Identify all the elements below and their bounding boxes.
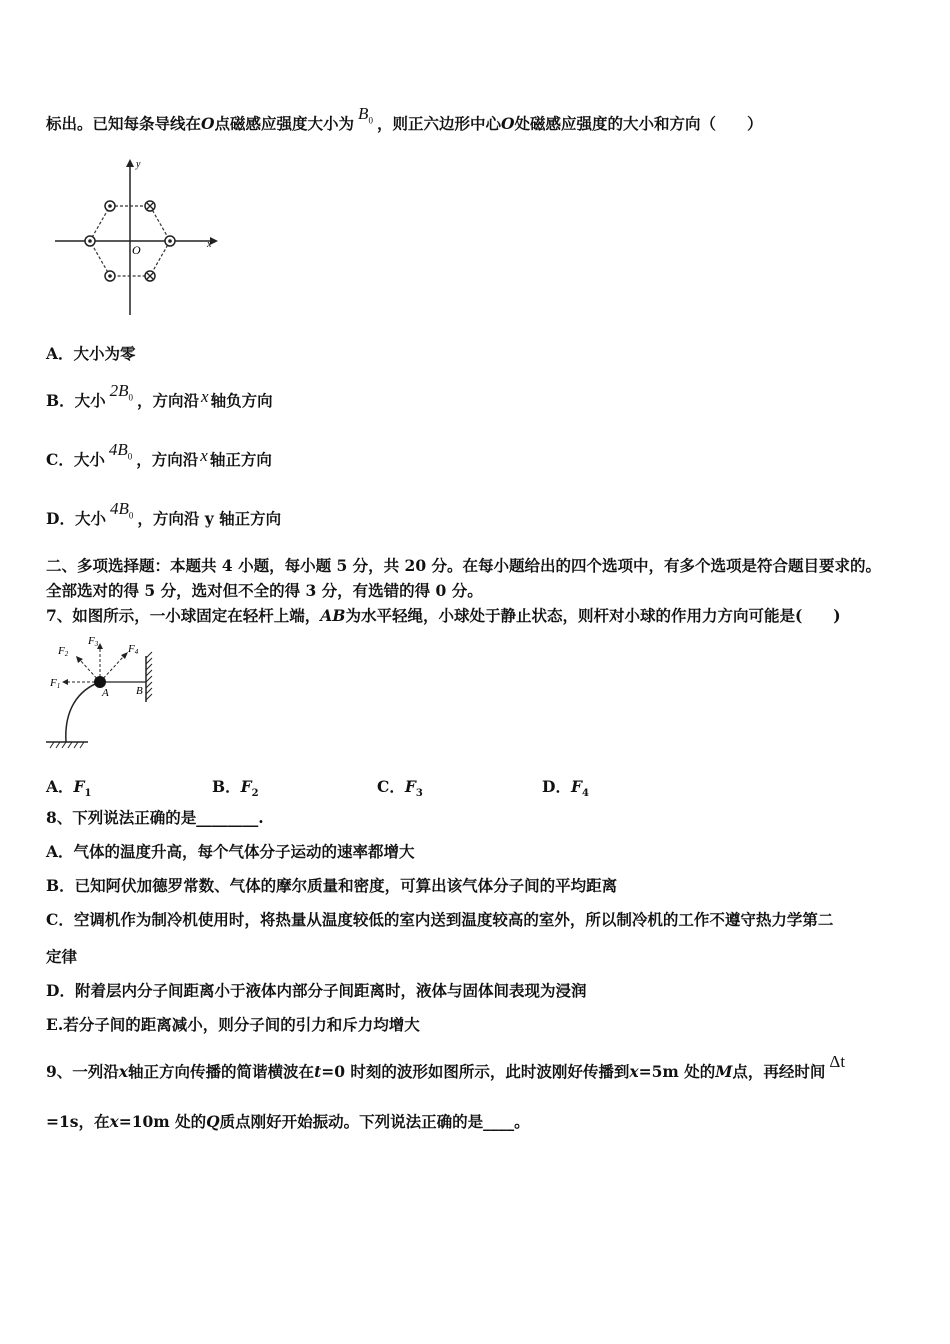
x-axis-label: x (207, 239, 212, 250)
section2-line2: 全部选对的得 5 分，选对但不全的得 3 分，有选错的得 0 分。 (46, 581, 483, 600)
origin-label: O (132, 243, 141, 257)
wire-cross (145, 201, 155, 211)
q6-option-d[interactable]: D．大小$4B_0$ ，方向沿 y 轴正方向 (46, 499, 282, 528)
b0-symbol: $B_0$ (358, 104, 373, 126)
point-a-label: A (102, 687, 109, 699)
q7-stem: 7、如图所示，一小球固定在轻杆上端，AB为水平轻绳，小球处于静止状态，则杆对小球的作用力方向可能是( ) (46, 606, 841, 625)
q7-option-d[interactable]: D．$F_4$ (542, 777, 589, 800)
f2-label: F2 (58, 645, 69, 658)
wire-dot (85, 236, 95, 246)
q8-option-c-cont[interactable]: 定律 (46, 947, 78, 966)
q7-option-c[interactable]: C．$F_3$ (377, 777, 423, 800)
q6-option-c[interactable]: C．大小$4B_0$ ，方向沿 x 轴正方向 (46, 440, 272, 469)
q7-option-a[interactable]: A．$F_1$ (46, 777, 92, 800)
hexagon-wire-figure (50, 155, 230, 320)
q8-option-b[interactable]: B．已知阿伏加德罗常数、气体的摩尔质量和密度，可算出该气体分子间的平均距离 (46, 876, 618, 895)
wire-dot (105, 201, 115, 211)
wire-dot (105, 271, 115, 281)
f1-label: F1 (50, 677, 61, 690)
q8-option-d[interactable]: D．附着层内分子间距离小于液体内部分子间距离时，液体与固体间表现为浸润 (46, 981, 587, 1000)
wire-dot (165, 236, 175, 246)
q9-stem-line2: =1s，在x=10m 处的Q质点刚好开始振动。下列说法正确的是____。 (46, 1112, 530, 1131)
f4-label: F4 (128, 643, 139, 656)
rod-ball-figure (42, 632, 167, 750)
q8-option-c[interactable]: C．空调机作为制冷机使用时，将热量从温度较低的室内送到温度较高的室外，所以制冷机的工作不遵守热力学第二 (46, 910, 834, 929)
f3-label: F3 (88, 635, 99, 648)
q8-stem: 8、下列说法正确的是________. (46, 808, 264, 827)
q8-option-e[interactable]: E.若分子间的距离减小，则分子间的引力和斥力均增大 (46, 1015, 420, 1034)
y-axis-label: y (136, 159, 141, 170)
q9-stem-line1: 9、一列沿x轴正方向传播的简谐横波在t=0 时刻的波形如图所示，此时波刚好传播到x=5m 处的M点，再经时间Δt (46, 1052, 846, 1081)
q6-stem: 标出。已知每条导线在O点磁感应强度大小为$B_0$ ，则正六边形中心O处磁感应强度的大小和方向（ ） (46, 104, 763, 133)
wire-cross (145, 271, 155, 281)
q6-option-a[interactable]: A．大小为零 (46, 344, 136, 363)
point-b-label: B (136, 685, 143, 697)
q6-option-b[interactable]: B．大小$2B_0$ ，方向沿 x 轴负方向 (46, 381, 273, 410)
section2-line1: 二、多项选择题：本题共 4 小题，每小题 5 分，共 20 分。在每小题给出的四个选项中，有多个选项是符合题目要求的。 (46, 556, 882, 575)
q7-option-b[interactable]: B．$F_2$ (212, 777, 259, 800)
q8-option-a[interactable]: A．气体的温度升高，每个气体分子运动的速率都增大 (46, 842, 415, 861)
